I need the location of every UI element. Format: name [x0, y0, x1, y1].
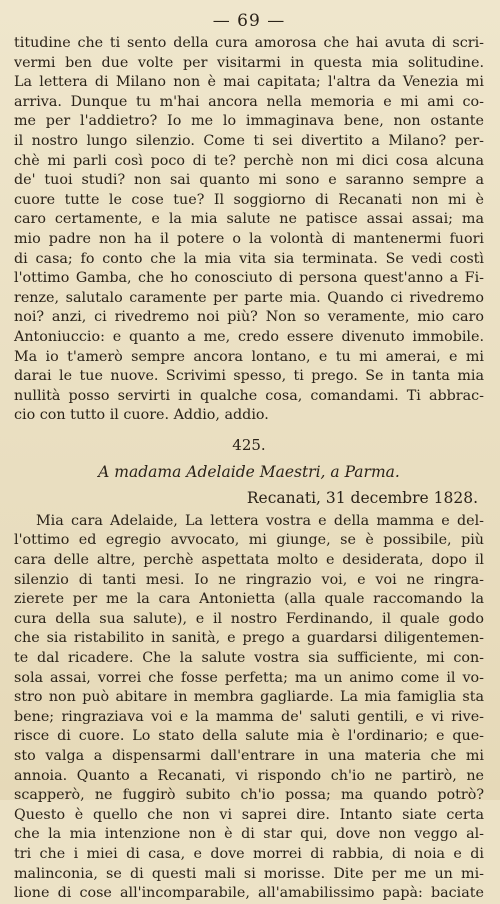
text-line: chè mi parli così poco di te? perchè non mi dici cosa alcuna — [14, 152, 484, 169]
letter-425-body-paragraph — [14, 512, 484, 904]
text-line: Antoniuccio: e quanto a me, credo essere divenuto immobile. — [14, 328, 484, 345]
text-line: tri che i miei di casa, e dove morrei di rabbia, di noia e di — [14, 845, 484, 862]
text-line: lione di cose all'incomparabile, all'amabilissimo papà: baciate — [14, 885, 484, 902]
text-line: sto valga a dispensarmi dall'entrare in una materia che mi — [14, 748, 484, 764]
text-line: annoia. Quanto a Recanati, vi rispondo ch'io ne partirò, ne — [14, 767, 484, 784]
text-line: sola assai, vorrei che fosse perfetta; ma un animo come il vo- — [14, 669, 484, 686]
text-line: scapperò, ne fuggirò subito ch'io possa; ma quando potrò? — [14, 787, 484, 804]
text-line: Mia cara Adelaide, La lettera vostra e della mamma e del- — [36, 512, 484, 529]
page-number: — 69 — — [212, 11, 286, 31]
text-line: renze, salutalo caramente per parte mia. Quando ci rivedremo — [14, 289, 484, 306]
text-line: che la mia intenzione non è di star qui, dove non veggo al- — [14, 826, 484, 843]
letter-addressee: A madama Adelaide Maestri, a Parma. — [98, 462, 400, 481]
text-line: me per l'addietro? Io me lo immaginava bene, non ostante — [14, 113, 484, 130]
text-line: l'ottimo Gamba, che ho conosciuto di persona quest'anno a Fi- — [14, 270, 484, 287]
text-line: cara delle altre, perchè aspettata molto e desiderata, dopo il — [14, 552, 484, 569]
text-line: arriva. Dunque tu m'hai ancora nella memoria e mi ami co- — [14, 93, 484, 110]
text-line: nullità posso servirti in qualche cosa, comandami. Ti abbrac- — [14, 387, 484, 404]
text-line: risce di cuore. Lo stato della salute mia è l'ordinario; e que- — [14, 728, 484, 745]
text-line: te dal ricadere. Che la salute vostra sia sufficiente, mi con- — [14, 650, 484, 667]
text-line: de' tuoi studi? non sai quanto mi sono e saranno sempre a — [14, 172, 484, 189]
text-line: cio con tutto il cuore. Addio, addio. — [14, 407, 269, 424]
text-line: Ma io t'amerò sempre ancora lontano, e tu mi amerai, e mi — [14, 348, 484, 365]
text-line: di casa; fo conto che la mia vita sia terminata. Se vedi costì — [14, 250, 484, 267]
text-line: cuore tutte le cose tue? Il soggiorno di Recanati non mi è — [14, 191, 484, 208]
text-line: Questo è quello che non vi saprei dire. Intanto siate certa — [14, 806, 484, 823]
letter-number: 425. — [232, 435, 266, 454]
text-line: caro certamente, e la mia salute ne patisce assai assai; ma — [14, 211, 484, 228]
text-line: noi? anzi, ci rivedremo noi più? Non so veramente, mio caro — [14, 309, 484, 326]
letter-424-closing-paragraph — [14, 34, 484, 426]
text-line: La lettera di Milano non è mai capitata; l'altra da Venezia mi — [14, 74, 484, 91]
text-line: silenzio di tanti mesi. Io ne ringrazio voi, e voi ne ringra- — [14, 571, 484, 588]
letter-dateline: Recanati, 31 decembre 1828. — [246, 488, 478, 507]
text-line: titudine che ti sento della cura amorosa che hai avuta di scri- — [14, 35, 484, 51]
text-line: vermi ben due volte per visitarmi in questa mia solitudine. — [14, 54, 484, 71]
text-line: il nostro lungo silenzio. Come ti sei divertito a Milano? per- — [14, 132, 484, 149]
text-line: mio padre non ha il potere o la volontà di mantenermi fuori — [14, 230, 484, 247]
text-line: l'ottimo ed egregio avvocato, mi giunge, se è possibile, più — [14, 532, 484, 549]
text-line: bene; ringraziava voi e la mamma de' saluti gentili, e vi rive- — [14, 708, 484, 725]
text-line: darai le tue nuove. Scrivimi spesso, ti prego. Se in tanta mia — [14, 368, 484, 385]
text-line: zierete per me la cara Antonietta (alla quale raccomando la — [14, 591, 484, 608]
text-line: malinconia, se di questi mali si morisse. Dite per me un mi- — [14, 865, 484, 882]
text-line: che sia ristabilito in sanità, e prego a guardarsi diligentemen- — [14, 630, 484, 647]
text-line: stro non può abitare in membra gagliarde. La mia famiglia sta — [14, 689, 484, 706]
text-line: cura della sua salute), e il nostro Ferdinando, il quale godo — [14, 610, 484, 627]
